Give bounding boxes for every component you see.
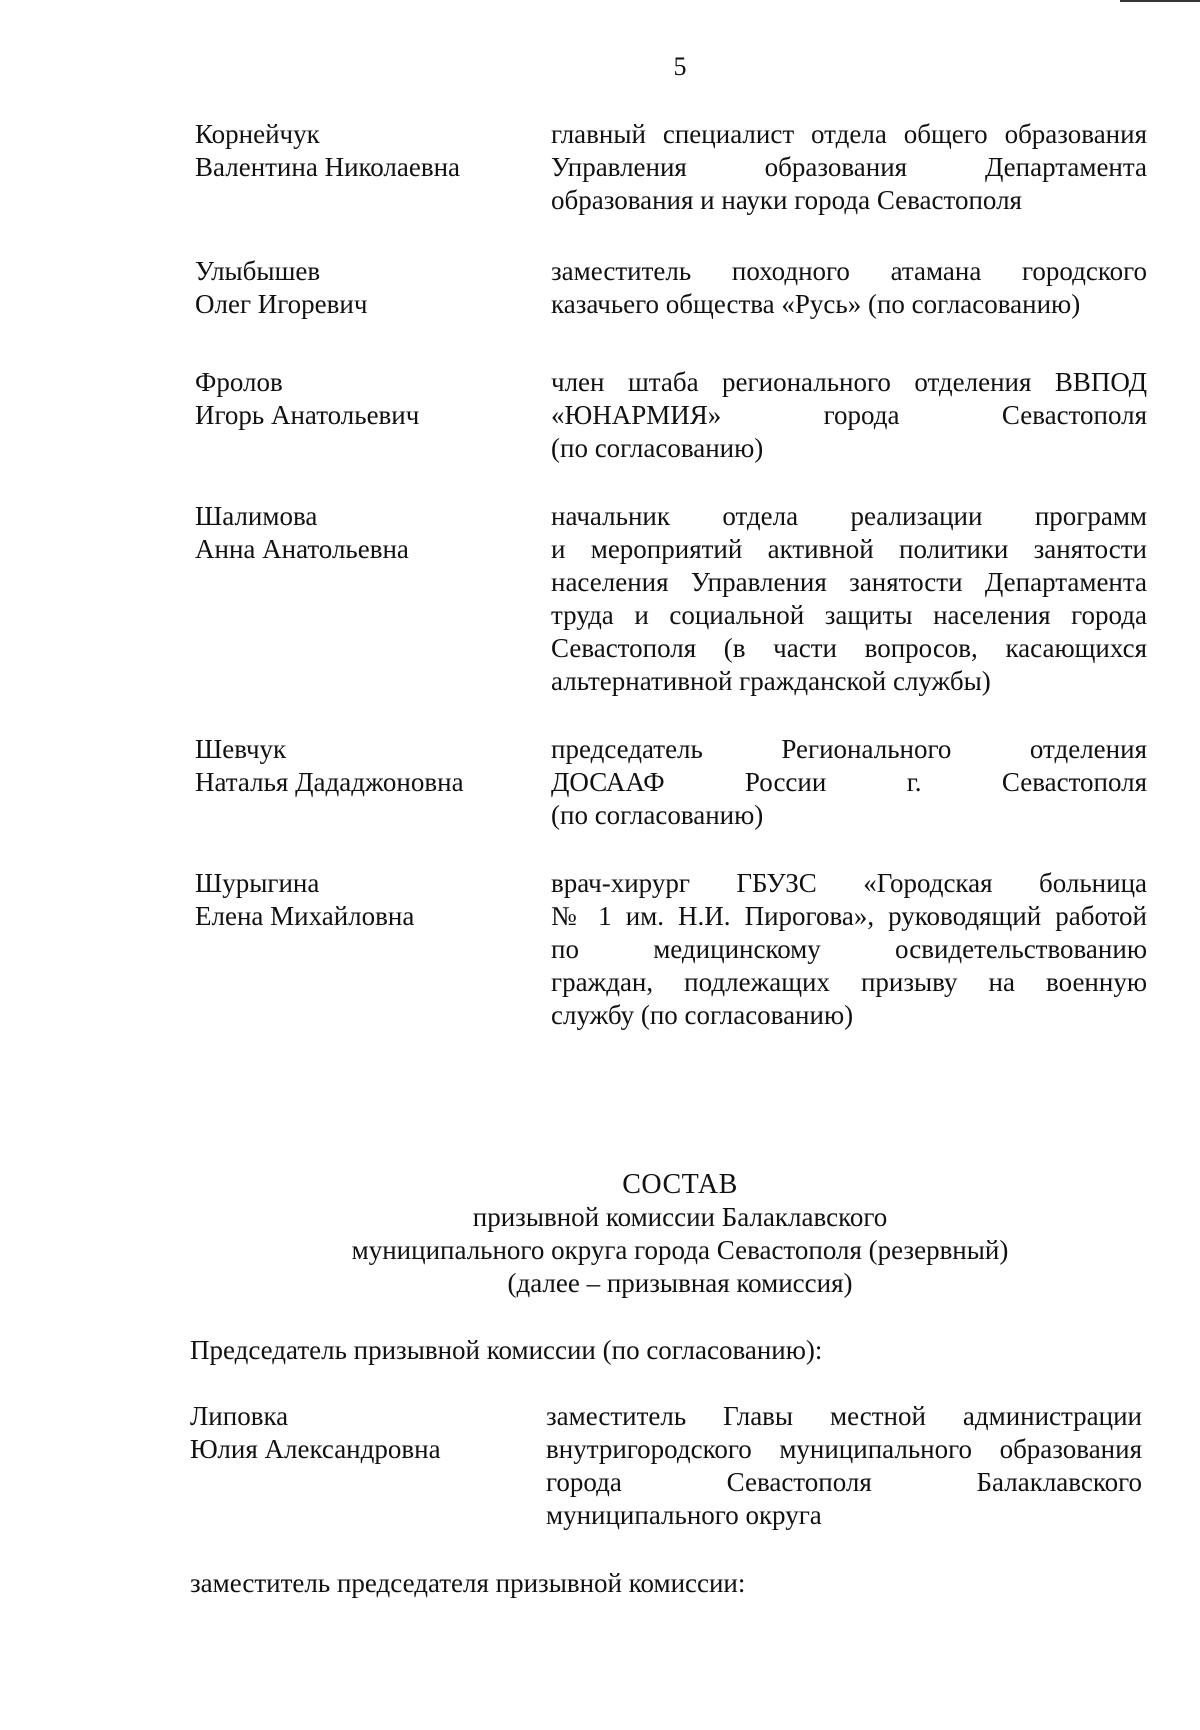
- member-name: [190, 1400, 530, 1466]
- member-name: [195, 500, 535, 566]
- role-line: муниципального округа: [546, 1500, 822, 1530]
- role-line: «ЮНАРМИЯ» города Севастополя: [551, 400, 1147, 430]
- member-role: [551, 255, 1147, 321]
- role-line: граждан, подлежащих призыву на военную: [551, 967, 1147, 997]
- member-role: [551, 867, 1147, 1032]
- member-role: [551, 118, 1147, 217]
- role-line: образования и науки города Севастополя: [551, 185, 1022, 215]
- member-name: [195, 118, 535, 184]
- role-line: врач-хирург ГБУЗС «Городская больница: [551, 868, 1147, 898]
- member-given-name: Игорь Анатольевич: [195, 400, 420, 430]
- composition-heading: [0, 1168, 1200, 1300]
- member-name: [195, 255, 535, 321]
- composition-title: СОСТАВ: [622, 1169, 738, 1200]
- member-role: [551, 500, 1147, 698]
- member-role: [551, 733, 1147, 832]
- member-surname: Фролов: [195, 367, 283, 397]
- member-surname: Шалимова: [195, 501, 318, 531]
- composition-subtitle-line: призывной комиссии Балаклавского: [472, 1202, 888, 1232]
- role-line: (по согласованию): [551, 800, 764, 830]
- deputy-label: заместитель председателя призывной комиссии:: [190, 1568, 746, 1598]
- role-line: альтернативной гражданской службы): [551, 666, 991, 696]
- member-role: [546, 1400, 1142, 1532]
- member-given-name: Олег Игоревич: [195, 289, 368, 319]
- member-surname: Липовка: [190, 1401, 289, 1431]
- member-surname: Шевчук: [195, 734, 287, 764]
- chairman-label: Председатель призывной комиссии (по согласованию):: [190, 1335, 823, 1365]
- member-name: [195, 733, 535, 799]
- role-line: Севастополя (в части вопросов, касающихся: [551, 633, 1147, 663]
- member-given-name: Елена Михайловна: [195, 901, 415, 931]
- page-number: 5: [673, 52, 687, 81]
- role-line: населения Управления занятости Департамента: [551, 567, 1147, 597]
- role-line: (по согласованию): [551, 433, 764, 463]
- role-line: заместитель походного атамана городского: [551, 256, 1147, 286]
- role-line: города Севастополя Балаклавского: [546, 1467, 1142, 1497]
- role-line: начальник отдела реализации программ: [551, 501, 1147, 531]
- member-given-name: Анна Анатольевна: [195, 534, 409, 564]
- member-surname: Шурыгина: [195, 868, 320, 898]
- member-given-name: Валентина Николаевна: [195, 152, 461, 182]
- composition-subtitle-line: муниципального округа города Севастополя (резервный): [351, 1235, 1009, 1265]
- role-line: и мероприятий активной политики занятости: [551, 534, 1147, 564]
- member-surname: Улыбышев: [195, 256, 321, 286]
- role-line: по медицинскому освидетельствованию: [551, 934, 1147, 964]
- member-name: [195, 867, 535, 933]
- role-line: член штаба регионального отделения ВВПОД: [551, 367, 1147, 397]
- role-line: Управления образования Департамента: [551, 152, 1147, 182]
- page-edge-line: [1120, 0, 1200, 2]
- member-role: [551, 366, 1147, 465]
- role-line: № 1 им. Н.И. Пирогова», руководящий работой: [551, 901, 1147, 931]
- role-line: труда и социальной защиты населения города: [551, 600, 1147, 630]
- member-given-name: Юлия Александровна: [190, 1434, 441, 1464]
- role-line: заместитель Главы местной администрации: [546, 1401, 1142, 1431]
- role-line: ДОСААФ России г. Севастополя: [551, 767, 1147, 797]
- role-line: казачьего общества «Русь» (по согласованию): [551, 289, 1081, 319]
- role-line: председатель Регионального отделения: [551, 734, 1147, 764]
- role-line: службу (по согласованию): [551, 1000, 854, 1030]
- member-surname: Корнейчук: [195, 119, 320, 149]
- member-given-name: Наталья Дададжоновна: [195, 767, 464, 797]
- role-line: главный специалист отдела общего образования: [551, 119, 1147, 149]
- composition-subtitle-line: (далее – призывная комиссия): [507, 1268, 853, 1298]
- role-line: внутригородского муниципального образования: [546, 1434, 1142, 1464]
- member-name: [195, 366, 535, 432]
